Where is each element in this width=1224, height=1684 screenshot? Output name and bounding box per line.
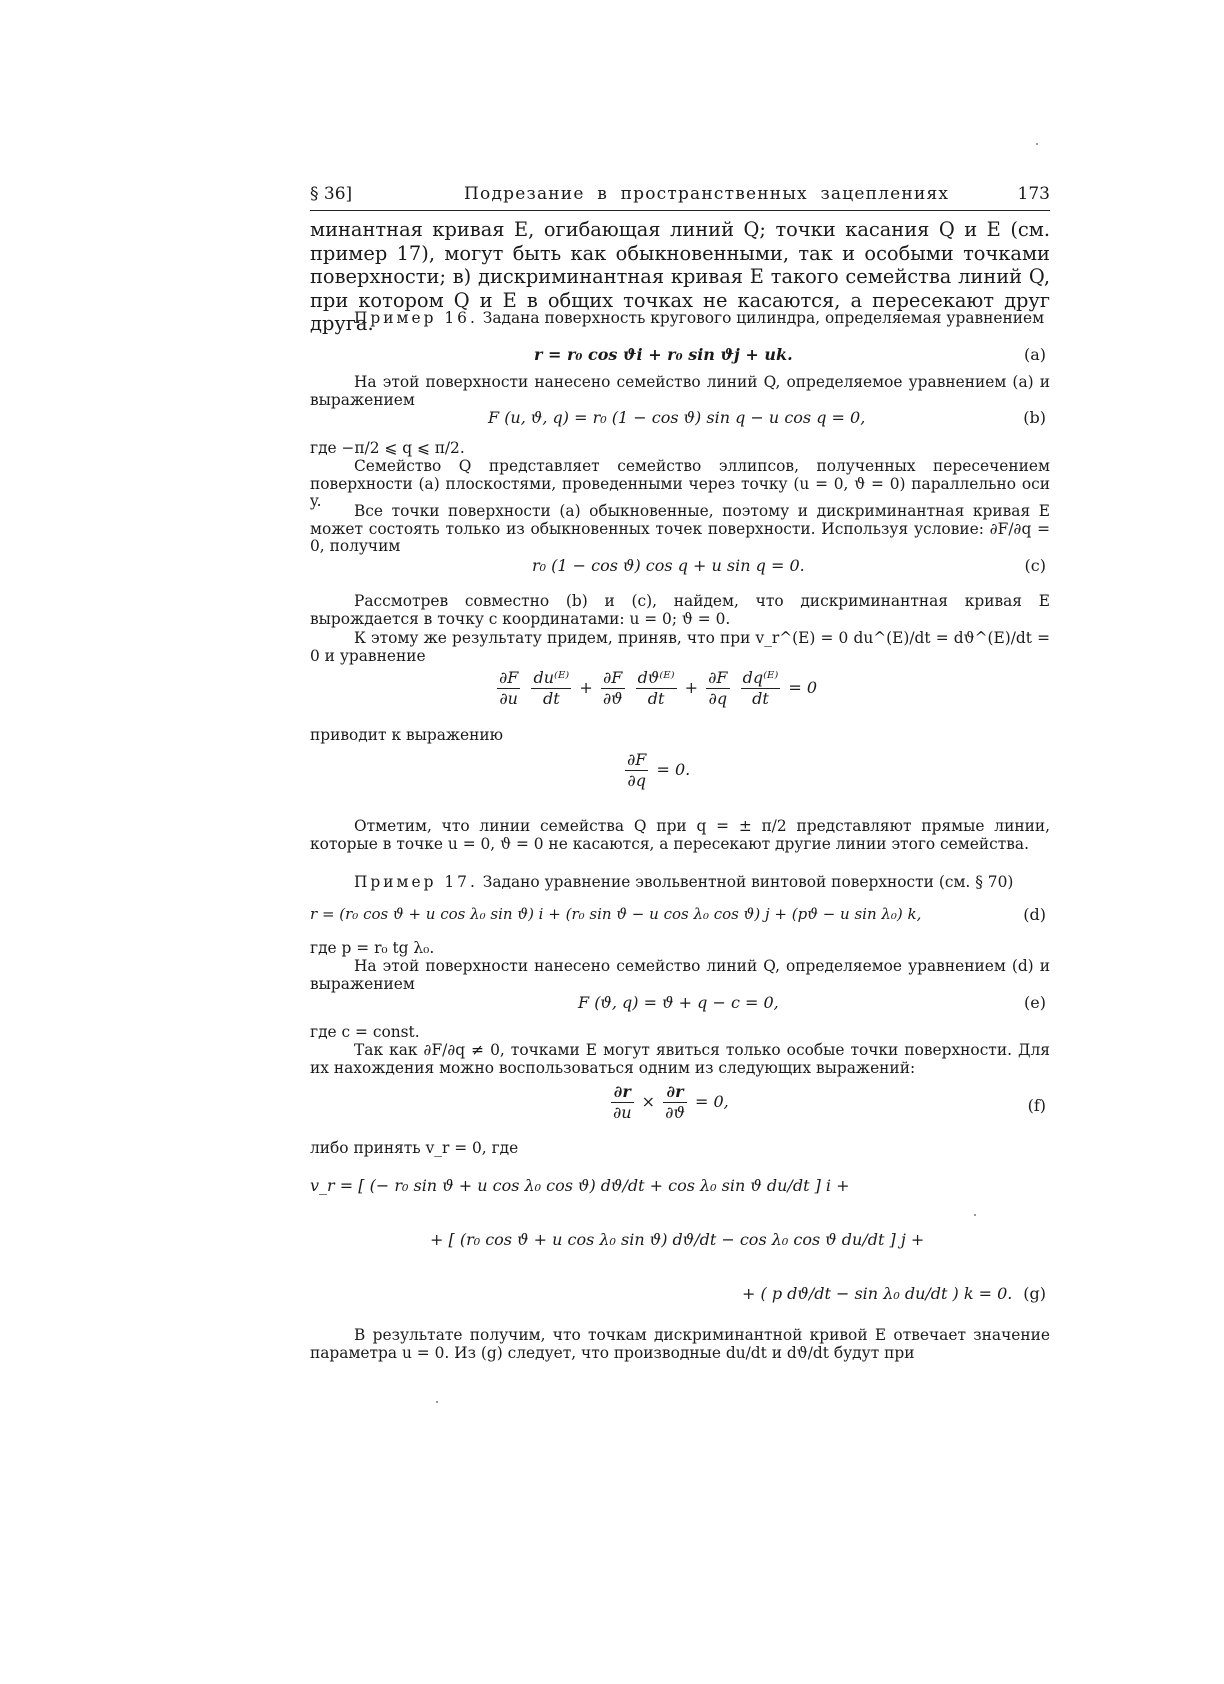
scan-speck [1036, 143, 1038, 145]
paragraph-family: На этой поверхности нанесено семейство линий Q, определяемое уравнением (a) и выражением [310, 373, 1050, 409]
scan-speck [436, 1401, 438, 1403]
equation-f [310, 1082, 1050, 1130]
fraction-dr-dtheta: $\frac{\partial r}{\partial ϑ}$ [665, 1082, 685, 1122]
fraction-dF-dtheta: $\frac{\partial F}{\partial ϑ}$ [602, 668, 623, 708]
paragraph-intro: минантная кривая E, огибающая линий Q; точки касания Q и E (см. пример 17), могут быть как обыкновенными, так и особыми точками поверхности; в) дискриминантная кривая E такого семейства линий Q, при котором Q и E в общих точках не касаются, а пересекают друг друга. [310, 218, 1050, 336]
fraction-dF-du: $\frac{\partial F}{\partial u}$ [499, 668, 519, 708]
plus-sign: + [684, 678, 699, 697]
paragraph-ellipses: Семейство Q представляет семейство эллипсов, полученных пересечением поверхности (a) плоскостями, проведенными через точку (u = 0, ϑ = 0) параллельно оси y. [310, 457, 1050, 511]
running-header [310, 182, 1050, 211]
fraction-dq-dt: $\frac{\text{dq⁽ᴱ⁾}}{dt}$ [742, 668, 779, 708]
equation-d [310, 905, 1050, 929]
equation-c-label: (c) [1024, 556, 1046, 575]
equation-g-label: (g) [1023, 1284, 1046, 1303]
paragraph-family-d: На этой поверхности нанесено семейство линий Q, определяемое уравнением (d) и выражением [310, 957, 1050, 993]
equation-dF-dq [310, 750, 1050, 800]
example-16-paragraph [310, 310, 1050, 328]
paragraph-result: В результате получим, что точкам дискриминантной кривой E отвечает значение параметра u = 0. Из (g) следует, что производные du/dt и dϑ/dt будут при [310, 1326, 1050, 1362]
equals-zero: = 0 [788, 678, 818, 697]
cross-product-sign: × [641, 1092, 656, 1111]
paragraph-straight-lines: Отметим, что линии семейства Q при q = ± π/2 представляют прямые линии, которые в точке u = 0, ϑ = 0 не касаются, а пересекают другие линии этого семейства. [310, 817, 1050, 853]
fraction-dr-du: $\frac{\partial r}{\partial u}$ [613, 1082, 632, 1122]
paragraph-degenerate: Рассмотрев совместно (b) и (c), найдем, что дискриминантная кривая E вырождается в точку с координатами: u = 0; ϑ = 0. [310, 592, 1050, 628]
paragraph-const: где c = const. [310, 1023, 420, 1041]
equation-g-formula-2: + [ (r₀ cos ϑ + u cos λ₀ sin ϑ) dϑ/dt − cos λ₀ cos ϑ du/dt ] j + [430, 1230, 925, 1249]
equation-a-formula: r = r₀ cos ϑi + r₀ sin ϑj + uk. [534, 345, 793, 364]
equation-chain-rule [310, 668, 1050, 720]
equation-a [310, 345, 1050, 369]
equation-b-formula: F (u, ϑ, q) = r₀ (1 − cos ϑ) sin q − u cos q = 0, [488, 408, 866, 427]
equation-b [310, 408, 1050, 432]
paragraph-ordinary-points: Все точки поверхности (a) обыкновенные, поэтому и дискриминантная кривая E может состоять только из обыкновенных точек поверхности. Используя условие: ∂F/∂q = 0, получим [310, 502, 1050, 556]
equation-b-label: (b) [1023, 408, 1046, 427]
fraction-dF-dq: $\frac{\partial F}{\partial q}$ [708, 668, 728, 708]
equation-c-formula: r₀ (1 − cos ϑ) cos q + u sin q = 0. [532, 556, 805, 575]
paragraph-velocity: либо принять v_r = 0, где [310, 1139, 519, 1157]
paragraph-singular-points: Так как ∂F/∂q ≠ 0, точками E могут явиться только особые точки поверхности. Для их нахождения можно воспользоваться одним из следующих выражений: [310, 1041, 1050, 1077]
paragraph-leads-to: приводит к выражению [310, 726, 504, 744]
equals-zero-f: = 0, [694, 1092, 729, 1111]
equation-c [310, 556, 1050, 580]
equation-g-line-1 [310, 1176, 1050, 1200]
equation-g-line-3 [310, 1284, 1050, 1308]
paragraph-pitch: где p = r₀ tg λ₀. [310, 939, 435, 957]
equation-e-label: (e) [1024, 993, 1046, 1012]
equation-e [310, 993, 1050, 1017]
page-number: 173 [1017, 184, 1050, 204]
running-title: Подрезание в пространственных зацеплениях [464, 184, 950, 204]
scan-speck [974, 1214, 976, 1216]
equation-d-formula: r = (r₀ cos ϑ + u cos λ₀ sin ϑ) i + (r₀ sin ϑ − u cos λ₀ cos ϑ) j + (pϑ − u sin λ₀) k, [310, 905, 922, 923]
equation-g-formula-1: v_r = [ (− r₀ sin ϑ + u cos λ₀ cos ϑ) dϑ/dt + cos λ₀ sin ϑ du/dt ] i + [310, 1176, 850, 1195]
paragraph-range: где −π/2 ⩽ q ⩽ π/2. [310, 439, 465, 457]
equation-g-formula-3: + ( p dϑ/dt − sin λ₀ du/dt ) k = 0. [742, 1284, 1013, 1303]
example-17-label: Пример 17. [354, 873, 478, 891]
equation-a-label: (a) [1023, 345, 1046, 364]
paragraph-same-result: К этому же результату придем, приняв, что при v_r^(E) = 0 du^(E)/dt = dϑ^(E)/dt = 0 и уравнение [310, 629, 1050, 665]
fraction-du-dt: $\frac{\text{du⁽ᴱ⁾}}{dt}$ [533, 668, 570, 708]
equals-zero-result: = 0. [656, 760, 691, 779]
equation-f-label: (f) [1027, 1096, 1046, 1115]
fraction-dtheta-dt: $\frac{\text{dϑ⁽ᴱ⁾}}{dt}$ [637, 668, 675, 708]
fraction-dF-dq-result: $\frac{\partial F}{\partial q}$ [627, 750, 647, 790]
example-17-text: Задано уравнение эвольвентной винтовой поверхности (см. § 70) [482, 873, 1014, 891]
equation-g-line-2 [310, 1230, 1050, 1254]
equation-d-label: (d) [1023, 905, 1046, 924]
example-17-paragraph [310, 874, 1050, 892]
section-number: § 36] [310, 184, 353, 204]
equation-e-formula: F (ϑ, q) = ϑ + q − c = 0, [578, 993, 779, 1012]
plus-sign: + [579, 678, 593, 697]
example-16-text: Задана поверхность кругового цилиндра, определяемая уравнением [482, 309, 1045, 327]
example-16-label: Пример 16. [354, 309, 478, 327]
